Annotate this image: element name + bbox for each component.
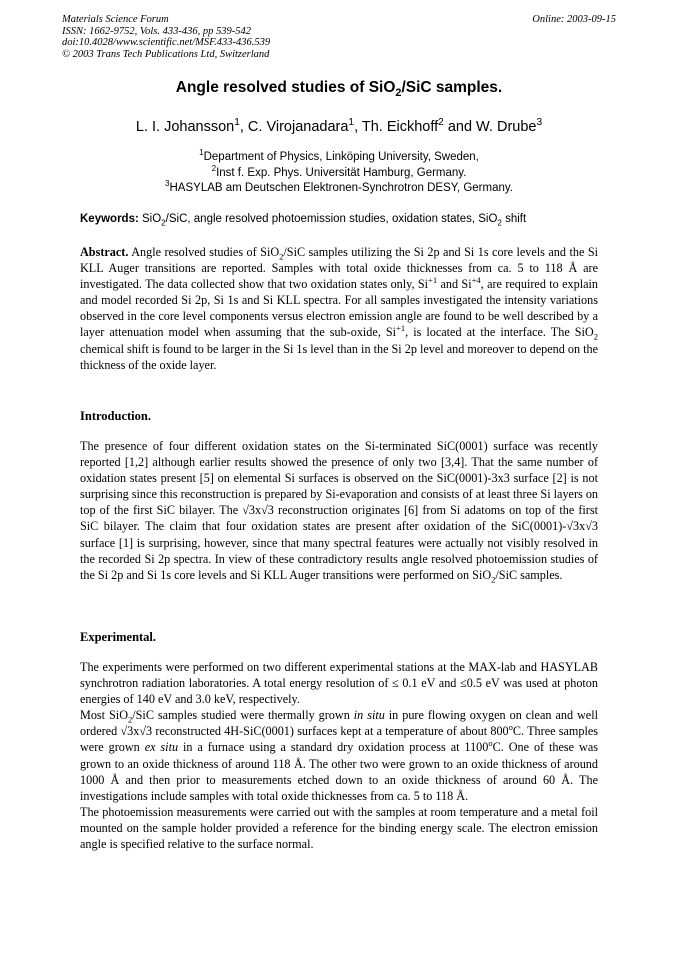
author-list xyxy=(0,118,678,136)
experimental-italic: in situ xyxy=(353,708,385,723)
affiliation-text: Department of Physics, Linköping University, Sweden, xyxy=(203,151,479,163)
abstract-text: , are required to explain and model recorded Si 2p, Si 1s and Si KLL spectra. For all samples investigated the intensity variations observed in the core level components versus electron emission angle are found to be well described by a layer attenuation model when assuming that the sub-oxide, Si xyxy=(80,277,598,340)
experimental-section xyxy=(80,659,598,852)
author-affil-mark: 3 xyxy=(536,117,543,129)
abstract-subscript: 2 xyxy=(593,331,598,342)
affiliation-mark: 1 xyxy=(199,148,204,158)
author-affil-mark: 1 xyxy=(234,117,240,129)
abstract-label: Abstract. xyxy=(80,245,129,259)
keywords-subscript: 2 xyxy=(161,218,166,228)
experimental-text: in pure flowing oxygen on clean and well ordered √3x√3 reconstructed 4H-SiC(0001) surfaces kept at a temperature of about 800 xyxy=(80,708,598,739)
introduction-subscript: 2 xyxy=(491,574,496,585)
journal-header xyxy=(62,14,270,60)
affiliation-text: HASYLAB am Deutschen Elektronen-Synchrotron DESY, Germany. xyxy=(169,182,513,194)
author-name: Th. Eickhoff xyxy=(361,119,439,135)
affiliation-list xyxy=(0,150,678,197)
author-separator: and xyxy=(443,119,477,135)
abstract-subscript: 2 xyxy=(279,251,284,262)
keywords-label: Keywords: xyxy=(80,213,139,225)
experimental-superscript: o xyxy=(488,738,493,749)
experimental-paragraph: The photoemission measurements were carried out with the samples at room temperature and a metal foil mounted on the sample holder provided a reference for the binding energy scale. The electron emission angle is specified relative to the surface normal. xyxy=(80,804,598,852)
affiliation xyxy=(0,181,678,197)
affiliation-mark: 3 xyxy=(165,179,170,189)
author-affil-mark: 1 xyxy=(348,117,355,129)
abstract-text: and Si xyxy=(437,277,472,292)
introduction-heading: Introduction. xyxy=(80,409,151,423)
author-separator: , xyxy=(354,119,362,135)
keywords-text: /SiC, angle resolved photoemission studies, oxidation states, SiO xyxy=(165,213,498,225)
author-name: W. Drube xyxy=(476,119,537,135)
abstract-superscript: +4 xyxy=(471,275,481,286)
experimental-italic: ex situ xyxy=(144,740,179,755)
experimental-subscript: 2 xyxy=(128,714,133,725)
abstract-text: chemical shift is found to be larger in the Si 1s level than in the Si 2p level and moreover to depend on the thickness of the oxide layer. xyxy=(80,341,598,372)
abstract-paragraph xyxy=(80,244,598,373)
paper-title xyxy=(0,78,678,98)
introduction-text-end: /SiC samples. xyxy=(495,567,563,582)
title-text-end: /SiC samples. xyxy=(401,79,503,96)
experimental-text: in a furnace using a standard dry oxidation process at 1100 xyxy=(178,740,489,755)
online-date: Online: 2003-09-15 xyxy=(532,14,616,25)
keywords-line xyxy=(80,212,600,227)
keywords-subscript: 2 xyxy=(497,218,502,228)
experimental-paragraph: The experiments were performed on two different experimental stations at the MAX-lab and HASYLAB synchrotron radiation laboratories. A total energy resolution of ≤ 0.1 eV and ≤0.5 eV was used at photon energies of 140 eV and 3.0 keV, respectively. xyxy=(80,660,598,707)
abstract-text: /SiC samples utilizing the Si 2p and Si 1s core levels and the Si KLL Auger transitions are reported. Samples with total oxide thicknesses from ca. 5 to 118 Å are investigated. The data collected show that two oxidation states only, Si xyxy=(80,245,598,292)
experimental-heading: Experimental. xyxy=(80,630,157,644)
keywords-text: SiO xyxy=(138,213,162,225)
author-separator: , xyxy=(239,119,248,135)
introduction-paragraph xyxy=(80,438,598,583)
author-name: L. I. Johansson xyxy=(135,119,235,135)
experimental-superscript: o xyxy=(508,722,513,733)
journal-issn: ISSN: 1662-9752, Vols. 433-436, pp 539-542 xyxy=(62,25,251,37)
title-text: Angle resolved studies of SiO xyxy=(175,79,396,96)
experimental-text: C. Three samples were grown xyxy=(80,724,599,755)
experimental-paragraph xyxy=(80,707,598,804)
introduction-text: The presence of four different oxidation states on the Si-terminated SiC(0001) surface was recently reported [1,2] although earlier results showed the presence of only two [3,4]. That the same number of oxidation states present [5] on elemental Si surfaces is observed on the SiC(0001)-3x3 surface [2] is not surprising since this reconstruction is prepared by Si-evaporation and consists of at least three Si layers on top of the first SiC bilayer. The √3x√3 reconstruction originates [6] from Si adatoms on top of the first SiC bilayer. The claim that four oxidation states are present after oxidation of the SiC(0001)-√3x√3 surface [1] is surprising, however, since that many spectral features were actually not visibly resolved in the recorded Si 2p spectra. In view of these contradictory results angle resolved photoemission studies of the Si 2p and Si 1s core levels and Si KLL Auger transitions were performed on SiO xyxy=(80,439,598,582)
abstract-text: Angle resolved studies of SiO xyxy=(128,245,280,259)
experimental-text: Most SiO xyxy=(80,708,128,723)
journal-copyright: © 2003 Trans Tech Publications Ltd, Switzerland xyxy=(62,48,270,60)
experimental-text: /SiC samples studied were thermally grown xyxy=(132,708,354,723)
affiliation xyxy=(0,163,678,182)
author-affil-mark: 2 xyxy=(438,117,444,129)
experimental-text: C. One of these was grown to an oxide thickness of around 118 Å. The other two were grown to an oxide thickness of around 1000 Å and then prior to measurements etched down to an oxide thickness of around 60 Å. The investigations include samples with total oxide thicknesses from ca. 5 to 118 Å. xyxy=(80,740,598,803)
author-name: C. Virojanadara xyxy=(247,119,349,135)
title-subscript: 2 xyxy=(395,87,402,100)
abstract-text: , is located at the interface. The SiO xyxy=(405,325,594,340)
affiliation xyxy=(0,150,678,166)
abstract-superscript: +1 xyxy=(396,323,406,334)
affiliation-mark: 2 xyxy=(211,163,217,173)
journal-doi: doi:10.4028/www.scientific.net/MSF.433-436.539 xyxy=(62,37,271,48)
keywords-text: shift xyxy=(501,213,527,225)
abstract-superscript: +1 xyxy=(428,275,438,286)
affiliation-text: Inst f. Exp. Phys. Universität Hamburg, Germany. xyxy=(216,166,467,179)
journal-name: Materials Science Forum xyxy=(62,14,169,25)
